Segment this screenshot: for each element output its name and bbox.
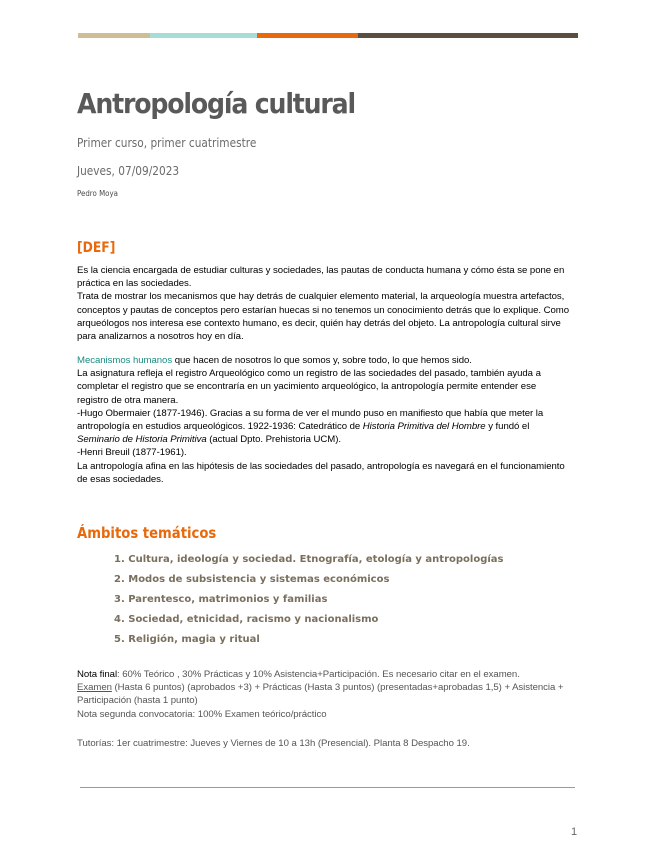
examen-line: Participación (hasta 1 punto) xyxy=(77,695,198,707)
date-subtitle: Jueves, 07/09/2023 xyxy=(77,164,180,178)
hugo-line: (actual Dpto. Prehistoria UCM). xyxy=(206,434,341,446)
segunda-convocatoria: Nota segunda convocatoria: 100% Examen teórico/práctico xyxy=(77,708,327,720)
italic-title: Seminario de Historia Primitiva xyxy=(77,434,207,446)
course-subtitle: Primer curso, primer cuatrimestre xyxy=(77,136,257,150)
italic-title: Historia Primitiva del Hombre xyxy=(362,421,486,433)
footer-divider xyxy=(80,787,575,788)
bar-segment-brown xyxy=(358,33,578,38)
list-item: 5. Religión, magia y ritual xyxy=(114,634,260,645)
hugo-line: y fundó el xyxy=(485,421,530,433)
bar-segment-aqua xyxy=(150,33,257,38)
examen-line: (Hasta 6 puntos) (aprobados +3) + Prácticas (Hasta 3 puntos) (presentadas+aprobadas 1,5) + Asistencia + xyxy=(111,682,564,694)
body-line: completar el registro que se encontraría en un yacimiento arqueológico, la antropología permite entender ese xyxy=(77,381,537,393)
bar-segment-tan xyxy=(78,33,150,38)
nota-block xyxy=(77,668,577,721)
hugo-line: antropología en estudios arqueológicos. 1922-1936: Catedrático de xyxy=(77,421,363,433)
body-line: registro de otra manera. xyxy=(77,394,179,406)
mecanismos-rest: que hacen de nosotros lo que somos y, sobre todo, lo que hemos sido. xyxy=(172,355,472,366)
decorative-color-bar xyxy=(78,33,578,38)
author-name: Pedro Moya xyxy=(77,189,118,198)
def-line: práctica en las sociedades. xyxy=(77,278,192,290)
list-item: 1. Cultura, ideología y sociedad. Etnografía, etología y antropologías xyxy=(114,554,504,565)
def-heading: [DEF] xyxy=(77,240,116,256)
def-line: Trata de mostrar los mecanismos que hay detrás de cualquier elemento material, la arqueología muestra artefactos, xyxy=(77,291,565,303)
def-line: conceptos y pautas de conceptos pero estarían huecas si no tenemos un conocimiento detrás que lo explique. Como xyxy=(77,304,570,316)
list-item: 4. Sociedad, etnicidad, racismo y nacionalismo xyxy=(114,614,379,625)
ambitos-list xyxy=(114,554,504,654)
body-line: La antropología afina en las hipótesis de las sociedades del pasado, antropología es navegará en el funcionamiento xyxy=(77,460,565,472)
hugo-line: -Hugo Obermaier (1877-1946). Gracias a su forma de ver el mundo puso en manifiesto que había que meter la xyxy=(77,407,544,419)
examen-label: Examen xyxy=(77,682,112,694)
definition-block xyxy=(77,264,577,343)
mecanismos-block xyxy=(77,354,577,486)
page-number: 1 xyxy=(571,826,578,838)
tutorias-text: Tutorías: 1er cuatrimestre: Jueves y Viernes de 10 a 13h (Presencial). Planta 8 Despacho 19. xyxy=(77,738,470,749)
def-line: Es la ciencia encargada de estudiar culturas y sociedades, las pautas de conducta humana y cómo ésta se pone en xyxy=(77,265,565,276)
list-item: 2. Modos de subsistencia y sistemas económicos xyxy=(114,574,390,585)
body-line: de esas sociedades. xyxy=(77,473,164,485)
mecanismos-term: Mecanismos humanos xyxy=(77,355,173,366)
def-line: para analizarnos a nosotros hoy en día. xyxy=(77,331,244,343)
body-line: La asignatura refleja el registro Arqueológico como un registro de las sociedades del pasado, también ayuda a xyxy=(77,368,541,380)
ambitos-heading: Ámbitos temáticos xyxy=(77,524,217,542)
nota-label: Nota final xyxy=(77,669,118,680)
def-line: arqueólogos nos interesa ese contexto humano, es decir, quién hay detrás del objeto. La antropología cultural sirve xyxy=(77,317,561,329)
document-title: Antropología cultural xyxy=(77,87,356,120)
henri-line: -Henri Breuil (1877-1961). xyxy=(77,447,187,459)
bar-segment-orange xyxy=(257,33,358,38)
nota-text: : 60% Teórico , 30% Prácticas y 10% Asistencia+Participación. Es necesario citar en el examen. xyxy=(117,669,520,680)
list-item: 3. Parentesco, matrimonios y familias xyxy=(114,594,328,605)
